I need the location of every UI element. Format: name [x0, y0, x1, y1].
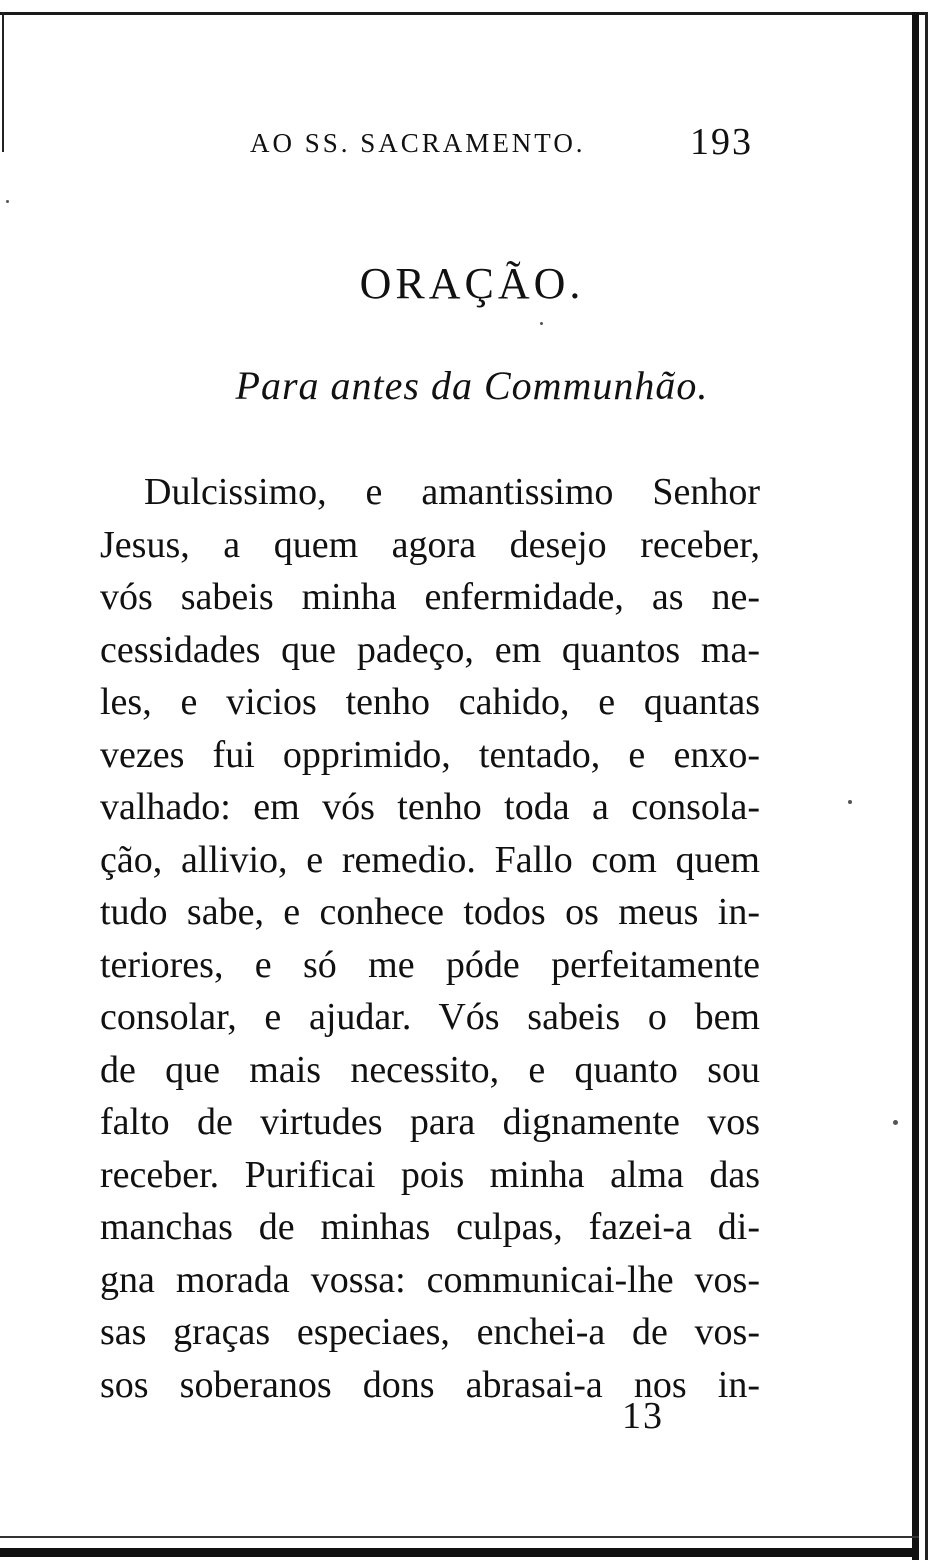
- page-edge-top: [0, 12, 928, 15]
- text-line: ção, allivio, e remedio. Fallo com quem: [100, 838, 760, 881]
- text-line: Jesus, a quem agora desejo receber,: [100, 523, 760, 566]
- scan-speck: [6, 200, 9, 203]
- section-subtitle: Para antes da Communhão.: [235, 363, 709, 408]
- page-number: 193: [690, 121, 753, 163]
- page-edge-left: [2, 12, 4, 152]
- text-line: sas graças especiaes, enchei-a de vos-: [100, 1311, 760, 1353]
- text-line: Dulcissimo, e amantissimo Senhor: [144, 471, 760, 513]
- signature-mark: 13: [622, 1395, 664, 1437]
- text-line: les, e vicios tenho cahido, e quantas: [100, 681, 760, 723]
- section-title: ORAÇÃO.: [359, 259, 585, 308]
- text-line: vezes fui opprimido, tentado, e enxo-: [100, 733, 760, 776]
- text-line: tudo sabe, e conhece todos os meus in-: [100, 891, 760, 933]
- text-line: vós sabeis minha enfermidade, as ne-: [100, 576, 760, 618]
- running-title: AO SS. SACRAMENTO.: [250, 128, 586, 158]
- body-paragraph: [100, 466, 760, 1411]
- scan-speck: [893, 1120, 898, 1125]
- scan-speck: [848, 800, 852, 804]
- page-edge-right-outer: [925, 12, 928, 1560]
- text-line: teriores, e só me póde perfeitamente: [100, 943, 760, 986]
- page-edge-bottom: [0, 1548, 919, 1557]
- text-line: valhado: em vós tenho toda a consola-: [100, 786, 760, 828]
- text-line: sos soberanos dons abrasai-a nos in-: [100, 1363, 760, 1406]
- text-line: manchas de minhas culpas, fazei-a di-: [100, 1206, 760, 1248]
- text-line: falto de virtudes para dignamente vos: [100, 1101, 760, 1143]
- text-line: consolar, e ajudar. Vós sabeis o bem: [100, 996, 760, 1038]
- scan-speck: [540, 322, 543, 325]
- text-line: de que mais necessito, e quanto sou: [100, 1048, 760, 1091]
- page-edge-bottom-inner: [0, 1536, 919, 1538]
- page-edge-right: [912, 12, 919, 1560]
- text-line: gna morada vossa: communicai-lhe vos-: [100, 1258, 760, 1301]
- text-line: cessidades que padeço, em quantos ma-: [100, 628, 760, 671]
- text-line: receber. Purificai pois minha alma das: [100, 1153, 760, 1196]
